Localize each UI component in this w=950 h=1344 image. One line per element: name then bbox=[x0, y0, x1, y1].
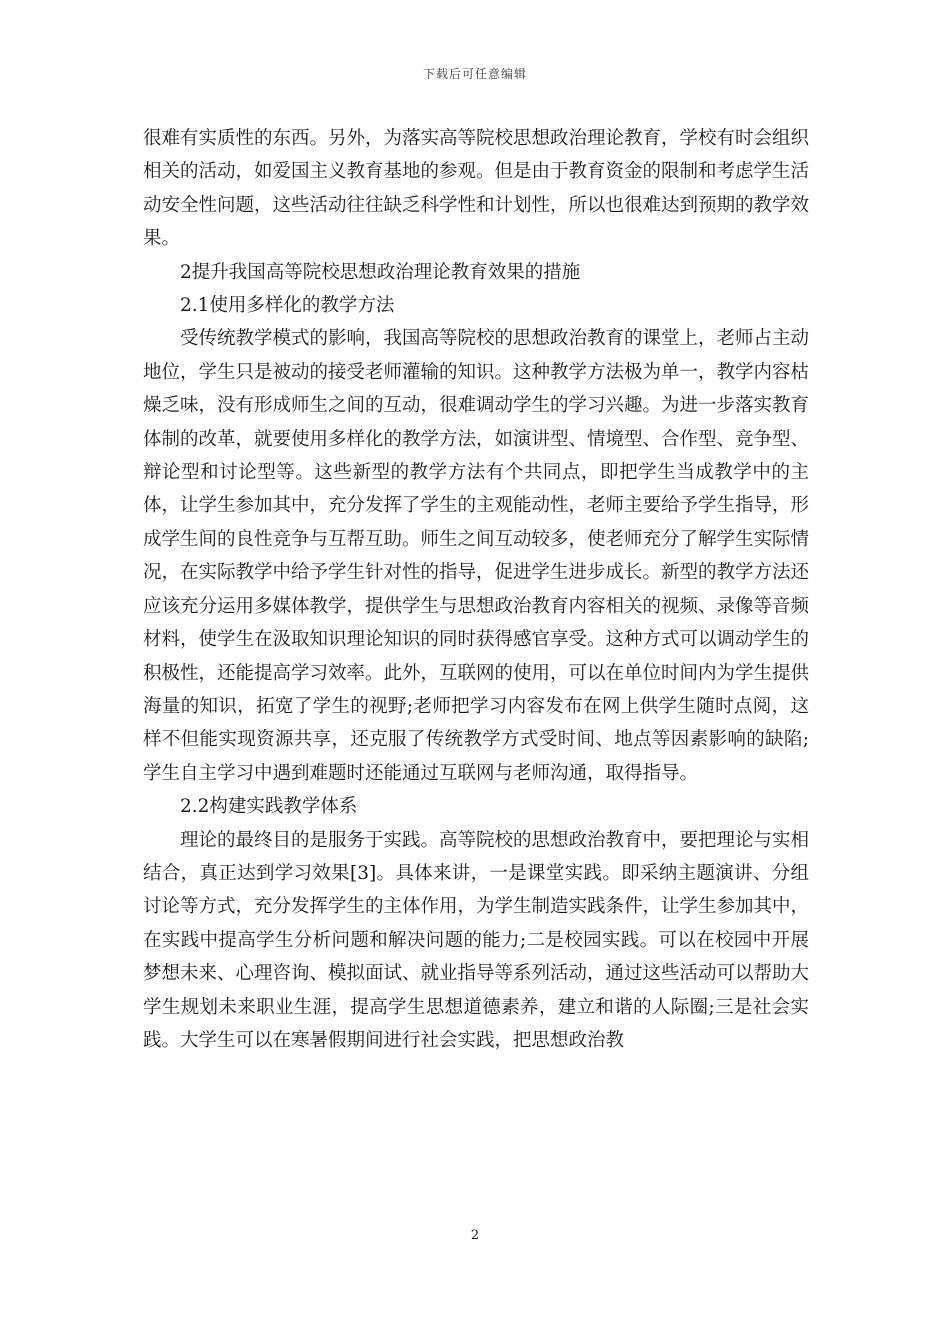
page-number: 2 bbox=[470, 1228, 480, 1243]
paragraph-continued: 很难有实质性的东西。另外，为落实高等院校思想政治理论教育，学校有时会组织相关的活动，如爱国主义教育基地的参观。但是由于教育资金的限制和考虑学生活动安全性问题，这些活动往往缺乏科学性和计划性，所以也很难达到预期的教学效果。 bbox=[143, 128, 810, 250]
paragraph-teaching-methods: 受传统教学模式的影响，我国高等院校的思想政治教育的课堂上，老师占主动地位，学生只是被动的接受老师灌输的知识。这种教学方法极为单一，教学内容枯燥乏味，没有形成师生之间的互动，很难调动学生的学习兴趣。为进一步落实教育体制的改革，就要使用多样化的教学方法，如演讲型、情境型、合作型、竞争型、辩论型和讨论型等。这些新型的教学方法有个共同点，即把学生当成教学中的主体，让学生参加其中，充分发挥了学生的主观能动性，老师主要给予学生指导，形成学生间的良性竞争与互帮互助。师生之间互动较多，使老师充分了解学生实际情况，在实际教学中给予学生针对性的指导，促进学生进步成长。新型的教学方法还应该充分运用多媒体教学，提供学生与思想政治教育内容相关的视频、录像等音频材料，使学生在汲取知识理论知识的同时获得感官享受。这种方式可以调动学生的积极性，还能提高学习效率。此外，互联网的使用，可以在单位时间内为学生提供海量的知识，拓宽了学生的视野;老师把学习内容发布在网上供学生随时点阅，这样不但能实现资源共享，还克服了传统教学方式受时间、地点等因素影响的缺陷;学生自主学习中遇到难题时还能通过互联网与老师沟通，取得指导。 bbox=[143, 328, 810, 784]
document-body bbox=[143, 122, 809, 1057]
page-header: 下载后可任意编辑 bbox=[422, 67, 527, 81]
subsection-heading-2-2: 2.2构建实践教学体系 bbox=[180, 796, 358, 818]
section-heading-2: 2提升我国高等院校思想政治理论教育效果的措施 bbox=[180, 261, 581, 283]
paragraph-practice-system: 理论的最终目的是服务于实践。高等院校的思想政治教育中，要把理论与实相结合，真正达到学习效果[3]。具体来讲，一是课堂实践。即采纳主题演讲、分组讨论等方式，充分发挥学生的主体作用，为学生制造实践条件，让学生参加其中，在实践中提高学生分析问题和解决问题的能力;二是校园实践。可以在校园中开展梦想未来、心理咨询、模拟面试、就业指导等系列活动，通过这些活动可以帮助大学生规划未来职业生涯，提高学生思想道德素养，建立和谐的人际圈;三是社会实践。大学生可以在寒暑假期间进行社会实践，把思想政治教 bbox=[143, 829, 810, 1051]
subsection-heading-2-1: 2.1使用多样化的教学方法 bbox=[180, 295, 395, 317]
